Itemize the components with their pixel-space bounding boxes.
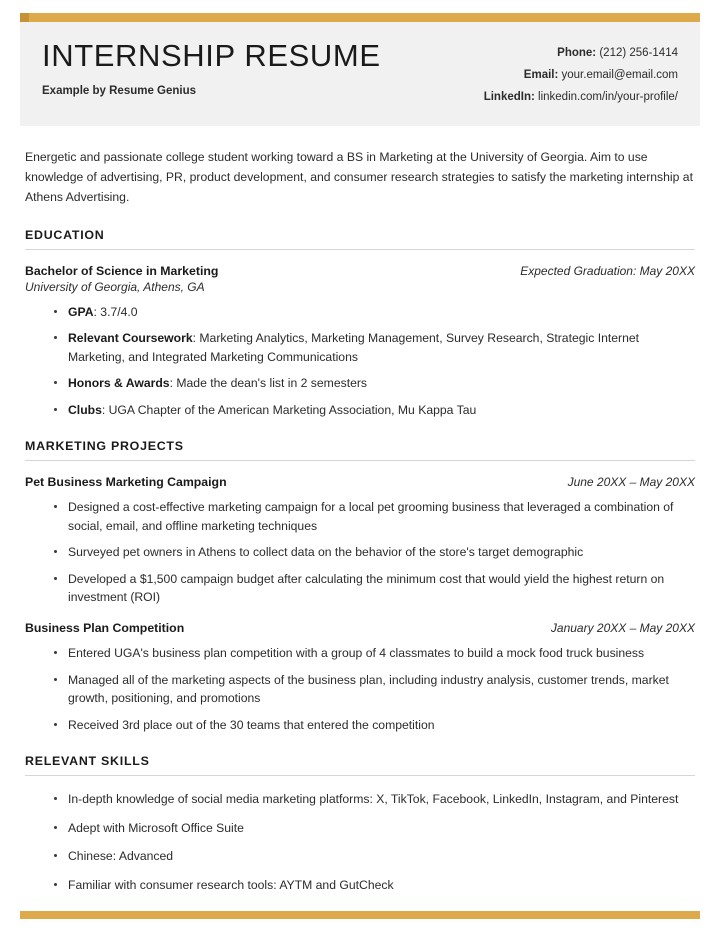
bullet-label: Honors & Awards xyxy=(68,376,170,391)
top-accent-bar xyxy=(20,13,700,22)
project-date: June 20XX – May 20XX xyxy=(567,475,695,490)
education-school: University of Georgia, Athens, GA xyxy=(25,279,205,294)
list-item xyxy=(25,374,695,393)
bottom-accent-bar xyxy=(20,911,700,919)
list-item: Received 3rd place out of the 30 teams that entered the competition xyxy=(25,716,695,735)
list-item: In-depth knowledge of social media marketing platforms: X, TikTok, Facebook, LinkedIn, Instagram, and Pinterest xyxy=(25,790,695,809)
contact-linkedin-label: LinkedIn: xyxy=(483,91,535,104)
list-item: Adept with Microsoft Office Suite xyxy=(25,819,695,838)
project-entry-head xyxy=(25,475,695,489)
project-title: Pet Business Marketing Campaign xyxy=(25,475,227,490)
education-bullet-list xyxy=(25,303,695,420)
section-divider xyxy=(25,460,695,461)
bullet-text: : Made the dean's list in 2 semesters xyxy=(169,376,368,391)
skills-bullet-list xyxy=(25,790,695,894)
contact-phone-label: Phone: xyxy=(557,47,597,59)
project-title: Business Plan Competition xyxy=(25,621,185,635)
accent-notch xyxy=(20,13,29,22)
list-item xyxy=(25,401,695,420)
list-item: Entered UGA's business plan competition with a group of 4 classmates to build a mock food truck business xyxy=(25,644,695,663)
list-item: Surveyed pet owners in Athens to collect data on the behavior of the store's target demographic xyxy=(25,543,695,562)
section-relevant-skills xyxy=(25,754,695,894)
section-divider xyxy=(25,775,695,776)
bullet-label: GPA xyxy=(68,304,94,319)
education-entry-head xyxy=(25,264,695,278)
header-subtitle: Example by Resume Genius xyxy=(42,84,197,97)
list-item: Familiar with consumer research tools: AYTM and GutCheck xyxy=(25,876,695,895)
section-education xyxy=(25,228,695,420)
contact-linkedin xyxy=(484,86,678,108)
bullet-text: : 3.7/4.0 xyxy=(93,304,138,319)
contact-linkedin-value[interactable]: linkedin.com/in/your-profile/ xyxy=(534,91,678,104)
bullet-label: Relevant Coursework xyxy=(68,331,193,346)
list-item xyxy=(25,329,695,366)
contact-email-label: Email: xyxy=(523,69,559,82)
project-entry xyxy=(25,621,695,734)
list-item: Chinese: Advanced xyxy=(25,847,695,866)
bullet-text: : Marketing Analytics, Marketing Management, Survey Research, Strategic Internet Marketing, and Integrated Marketing Communications xyxy=(68,331,640,364)
contact-phone xyxy=(484,42,678,64)
section-marketing-projects xyxy=(25,439,695,734)
section-heading-skills: RELEVANT SKILLS xyxy=(25,754,150,769)
bullet-text: : UGA Chapter of the American Marketing Association, Mu Kappa Tau xyxy=(101,402,477,417)
contact-phone-value: (212) 256-1414 xyxy=(596,47,678,59)
project-bullet-list xyxy=(25,498,695,607)
project-bullet-list xyxy=(25,644,695,734)
resume-page xyxy=(0,13,720,944)
list-item: Developed a $1,500 campaign budget after calculating the minimum cost that would yield the highest return on investment (ROI) xyxy=(25,570,695,607)
education-degree: Bachelor of Science in Marketing xyxy=(25,263,219,278)
list-item xyxy=(25,303,695,322)
bullet-label: Clubs xyxy=(68,402,102,417)
project-entry-head xyxy=(25,621,695,635)
education-date: Expected Graduation: May 20XX xyxy=(520,263,695,278)
project-entry xyxy=(25,475,695,607)
section-heading-education: EDUCATION xyxy=(25,227,105,242)
contact-block xyxy=(484,38,678,108)
section-divider xyxy=(25,249,695,250)
list-item: Designed a cost-effective marketing campaign for a local pet grooming business that leveraged a combination of social, email, and offline marketing techniques xyxy=(25,498,695,535)
resume-body xyxy=(20,148,700,894)
list-item: Managed all of the marketing aspects of the business plan, including industry analysis, customer trends, market growth, positioning, and promotions xyxy=(25,671,695,708)
contact-email xyxy=(484,64,678,86)
summary-paragraph: Energetic and passionate college student working toward a BS in Marketing at the University of Georgia. Aim to use knowledge of advertising, PR, product development, and consumer research strategies to satisfy the marketing internship at Athens Advertising. xyxy=(25,150,693,204)
header-title-block xyxy=(42,38,381,97)
page-title: INTERNSHIP RESUME xyxy=(42,38,381,73)
education-entry xyxy=(25,264,695,420)
resume-header xyxy=(20,22,700,126)
contact-email-value[interactable]: your.email@email.com xyxy=(558,69,678,82)
section-heading-projects: MARKETING PROJECTS xyxy=(25,439,184,454)
project-date: January 20XX – May 20XX xyxy=(550,621,695,635)
